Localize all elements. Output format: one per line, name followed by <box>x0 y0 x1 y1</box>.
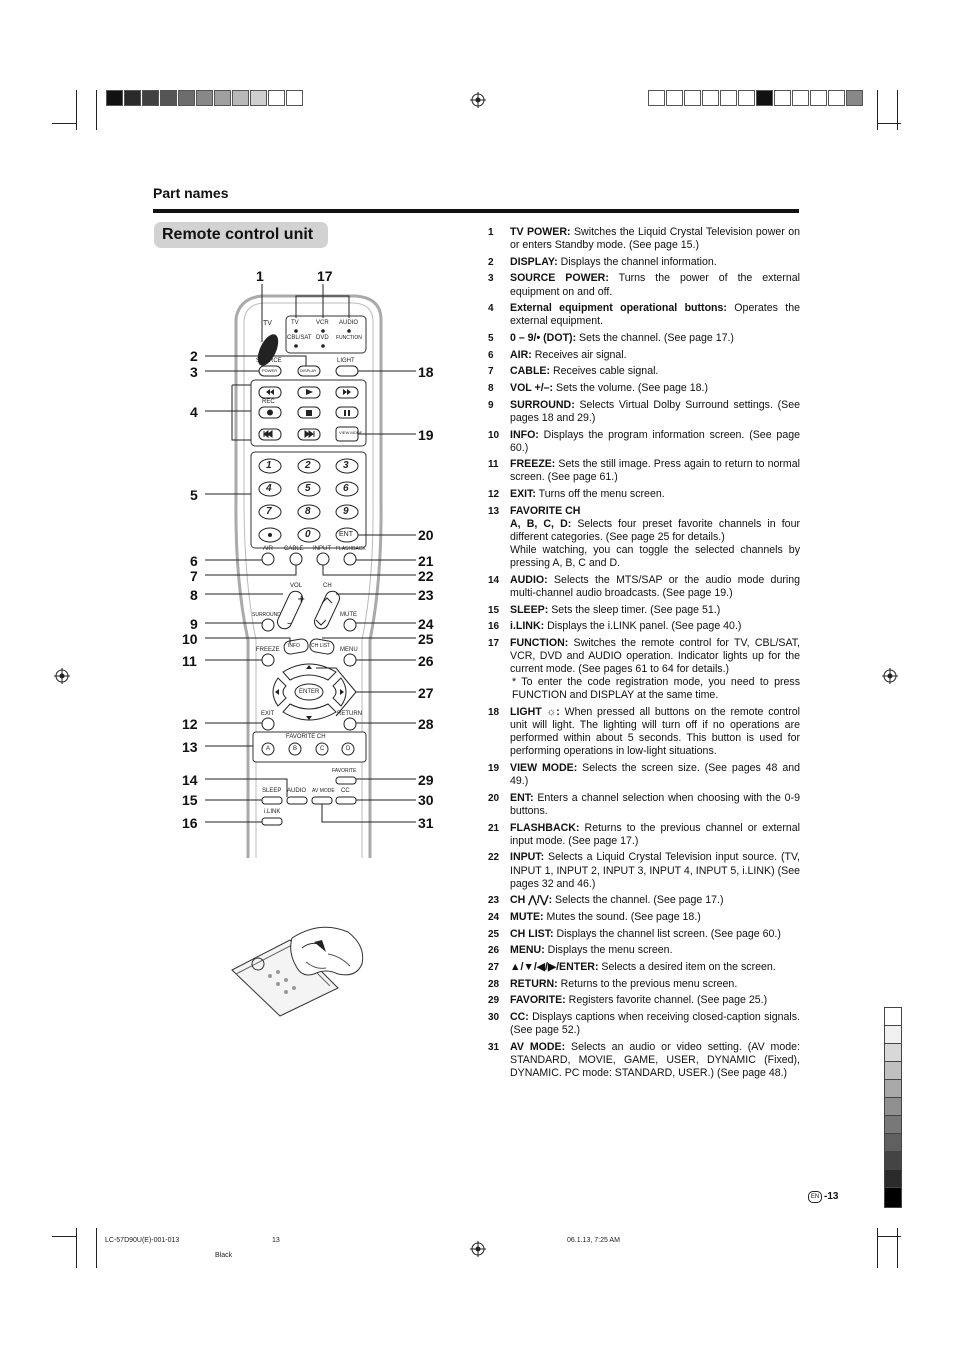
item-text: Operates the external equipment. <box>510 302 800 328</box>
svg-text:+: + <box>297 594 306 605</box>
item-number: 2 <box>488 256 494 268</box>
remote-label: B <box>293 746 298 752</box>
remote-label: REC <box>262 399 275 405</box>
list-item <box>488 365 800 378</box>
item-number: 30 <box>488 1012 500 1024</box>
remote-label: RETURN <box>337 711 362 717</box>
item-label: INPUT: <box>510 851 545 864</box>
item-text: Selects Virtual Dolby Surround settings. (See pages 18 and 29.) <box>510 398 800 424</box>
item-number: 22 <box>488 852 500 864</box>
item-description <box>510 574 800 600</box>
item-subline <box>510 544 800 570</box>
list-item <box>488 928 800 941</box>
item-description <box>510 792 800 818</box>
item-number: 27 <box>488 962 500 974</box>
callout-number: 13 <box>182 739 198 755</box>
item-label: FLASHBACK: <box>510 821 580 834</box>
remote-label: CBL/SAT <box>287 335 312 341</box>
remote-label: LIGHT <box>337 358 355 364</box>
item-text: Selects the screen size. (See pages 48 and 49.) <box>510 762 801 788</box>
callout-number: 4 <box>190 404 198 420</box>
item-text: Selects a Liquid Crystal Television input source. (TV, INPUT 1, INPUT 2, INPUT 3, INPUT 4, INPUT 5, i.LINK) (See pages 32 and 46.) <box>510 851 800 890</box>
item-description <box>510 365 800 378</box>
list-item <box>488 961 800 974</box>
item-number: 6 <box>488 349 494 361</box>
remote-label: VCR <box>316 320 329 326</box>
item-label: FAVORITE CH <box>510 504 581 517</box>
remote-label: 5 <box>305 483 311 494</box>
item-number: 9 <box>488 399 494 411</box>
item-text: Switches the Liquid Crystal Television power on or enters Standby mode. (See page 15.) <box>510 226 801 252</box>
list-item <box>488 332 800 345</box>
item-subtext: While watching, you can toggle the selected channels by pressing A, B, C and D. <box>510 544 800 570</box>
registration-mark-icon <box>54 668 70 684</box>
item-description <box>510 620 800 633</box>
item-text: Selects the MTS/SAP or the audio mode during multi-channel audio broadcasts. (See page 19.) <box>510 573 800 599</box>
item-number: 20 <box>488 792 500 804</box>
item-number: 17 <box>488 638 500 650</box>
callout-number: 22 <box>418 568 434 584</box>
callout-number: 12 <box>182 716 198 732</box>
item-label: MUTE: <box>510 910 544 923</box>
callout-number: 1 <box>256 268 264 284</box>
callout-number: 3 <box>190 364 198 380</box>
list-item <box>488 574 800 600</box>
list-item <box>488 637 800 702</box>
item-number: 28 <box>488 978 500 990</box>
remote-label: FREEZE <box>256 647 280 653</box>
item-description <box>510 637 800 702</box>
item-label: SOURCE POWER: <box>510 272 609 285</box>
svg-text:–: – <box>287 618 292 629</box>
item-description <box>510 822 800 848</box>
list-item <box>488 1011 800 1037</box>
remote-label: CABLE <box>284 546 304 552</box>
remote-label: SURROUND <box>252 612 281 618</box>
item-label: EXIT: <box>510 488 536 501</box>
item-description <box>510 978 800 991</box>
item-text: Enters a channel selection when choosing with the 0-9 buttons. <box>510 791 800 817</box>
item-description <box>510 349 800 362</box>
item-subline <box>510 518 800 544</box>
item-number: 21 <box>488 822 500 834</box>
section-title: Part names <box>153 185 229 201</box>
remote-label: TV <box>291 320 299 326</box>
remote-label: DISPLAY <box>300 368 317 373</box>
registration-mark-icon <box>882 668 898 684</box>
list-item <box>488 272 800 298</box>
item-text: Sets the channel. (See page 17.) <box>576 332 734 345</box>
remote-label: VOL <box>290 583 303 589</box>
item-description <box>510 961 800 974</box>
item-text: Returns to the previous menu screen. <box>557 977 738 990</box>
remote-label: 3 <box>343 460 349 471</box>
list-item <box>488 226 800 252</box>
item-text: Turns off the menu screen. <box>535 488 665 501</box>
item-description <box>510 1011 800 1037</box>
remote-label: i.LINK <box>264 809 281 815</box>
remote-label: AUDIO <box>287 788 307 794</box>
item-number: 29 <box>488 995 500 1007</box>
item-number: 25 <box>488 928 500 940</box>
item-number: 23 <box>488 895 500 907</box>
remote-label: FAVORITE <box>332 768 357 774</box>
item-text: Selects the channel. (See page 17.) <box>552 894 724 907</box>
item-label: FUNCTION: <box>510 637 569 650</box>
remote-label: SLEEP <box>262 788 282 794</box>
item-label: INFO: <box>510 428 539 441</box>
list-item <box>488 349 800 362</box>
remote-control-illustration <box>150 260 450 860</box>
item-number: 4 <box>488 303 494 315</box>
item-description <box>510 894 800 907</box>
list-item <box>488 429 800 455</box>
item-description <box>510 399 800 425</box>
remote-label: A <box>266 746 271 752</box>
callout-number: 31 <box>418 815 434 831</box>
item-label: LIGHT ☼: <box>510 706 560 719</box>
item-label: AIR: <box>510 348 532 361</box>
footer-sheet: 13 <box>272 1237 280 1244</box>
item-label: SURROUND: <box>510 398 575 411</box>
list-item <box>488 978 800 991</box>
callout-number: 11 <box>182 653 197 669</box>
item-text: Returns to the previous channel or external input mode. (See page 17.) <box>510 821 800 847</box>
item-text: Displays the i.LINK panel. (See page 40.) <box>544 620 742 633</box>
item-number: 11 <box>488 459 499 471</box>
item-label: AUDIO: <box>510 573 548 586</box>
remote-label: CH LIST <box>311 643 331 649</box>
item-text: Registers favorite channel. (See page 25.) <box>565 994 768 1007</box>
remote-label: C <box>320 746 325 752</box>
list-item <box>488 256 800 269</box>
header-rule <box>153 209 799 213</box>
remote-label: ENT <box>339 531 353 538</box>
callout-number: 24 <box>418 616 434 632</box>
item-sublabel: A, B, C, D: <box>510 517 572 530</box>
callout-number: 23 <box>418 587 434 603</box>
list-item <box>488 994 800 1007</box>
item-label: FREEZE: <box>510 458 556 471</box>
item-number: 7 <box>488 366 494 378</box>
item-label: ▲/▼/◀/▶/ENTER: <box>510 961 599 974</box>
callout-number: 5 <box>190 487 198 503</box>
remote-label: SOURCE <box>256 358 282 364</box>
language-badge: EN <box>808 1191 822 1203</box>
item-description <box>510 458 800 484</box>
remote-label: MUTE <box>340 612 357 618</box>
item-description <box>510 994 800 1007</box>
item-description <box>510 706 800 758</box>
remote-label: 7 <box>266 506 272 517</box>
item-description <box>510 272 800 298</box>
remote-label: FUNCTION <box>336 335 362 341</box>
item-description <box>510 488 800 501</box>
remote-label: 8 <box>305 506 311 517</box>
remote-label: 6 <box>343 483 349 494</box>
remote-label: POWER <box>262 368 278 373</box>
item-number: 16 <box>488 621 500 633</box>
item-label: FAVORITE: <box>510 994 566 1007</box>
callout-number: 10 <box>182 631 198 647</box>
item-number: 18 <box>488 707 500 719</box>
item-number: 1 <box>488 227 494 238</box>
item-number: 31 <box>488 1041 500 1053</box>
remote-label: FLASHBACK <box>336 546 366 552</box>
list-item <box>488 488 800 501</box>
callout-number: 6 <box>190 553 198 569</box>
remote-label: CH <box>323 583 332 589</box>
item-text: Displays the channel list screen. (See page 60.) <box>553 927 781 940</box>
page-title: Remote control unit <box>154 222 328 248</box>
item-description <box>510 851 800 890</box>
callout-number: 20 <box>418 527 434 543</box>
remote-label: 1 <box>266 460 272 471</box>
item-text: Turns the power of the external equipment on and off. <box>510 272 800 298</box>
item-number: 14 <box>488 574 500 586</box>
item-number: 8 <box>488 383 494 395</box>
item-label: ENT: <box>510 791 534 804</box>
item-label: TV POWER: <box>510 226 571 238</box>
item-description <box>510 332 800 345</box>
remote-label: AV MODE <box>312 788 335 794</box>
item-description <box>510 382 800 395</box>
item-label: CC: <box>510 1011 529 1024</box>
item-text: Displays the program information screen. (See page 60.) <box>510 428 800 454</box>
list-item <box>488 894 800 907</box>
item-label: VOL +/–: <box>510 382 554 395</box>
registration-mark-icon <box>470 1241 486 1257</box>
callout-number: 7 <box>190 568 198 584</box>
item-text: Receives air signal. <box>531 348 627 361</box>
callout-number: 29 <box>418 772 434 788</box>
item-text: Switches the remote control for TV, CBL/SAT, VCR, DVD and AUDIO operation. Indicator lights up for the current mode. (See pages 61 to 64 for details.) <box>510 637 800 676</box>
list-item <box>488 458 800 484</box>
callout-number: 9 <box>190 616 198 632</box>
item-label: i.LINK: <box>510 620 545 633</box>
item-number: 15 <box>488 604 500 616</box>
item-text: When pressed all buttons on the remote control unit will light. The lighting will turn off if no operations are performed within about 5 seconds. This button is used for performing operations in low-light situations. <box>510 706 800 758</box>
item-description <box>510 256 800 269</box>
callout-number: 26 <box>418 653 434 669</box>
footer-model: LC-57D90U(E)-001-013 <box>105 1237 180 1244</box>
item-number: 19 <box>488 763 500 775</box>
remote-label: DVD <box>316 335 329 341</box>
item-number: 26 <box>488 945 500 957</box>
item-description <box>510 302 800 328</box>
list-item <box>488 822 800 848</box>
page-number: -13 <box>824 1191 839 1202</box>
item-label: 0 – 9/• (DOT): <box>510 332 577 345</box>
item-description <box>510 928 800 941</box>
remote-label: INFO <box>288 643 300 649</box>
list-item <box>488 792 800 818</box>
item-note: * To enter the code registration mode, you need to press FUNCTION and DISPLAY at the same time. <box>512 676 800 702</box>
remote-label: INPUT <box>313 546 331 552</box>
remote-label: FAVORITE CH <box>286 734 326 740</box>
remote-label: 0 <box>305 529 311 540</box>
item-label: VIEW MODE: <box>510 762 578 775</box>
list-item <box>488 944 800 957</box>
footer-color: Black <box>215 1252 233 1259</box>
item-label: CABLE: <box>510 365 551 378</box>
remote-label: 2 <box>305 460 311 471</box>
item-description <box>510 429 800 455</box>
item-label: CH LIST: <box>510 927 554 940</box>
item-text: Displays captions when receiving closed-caption signals. (See page 52.) <box>510 1011 800 1037</box>
item-label: CH ⋀/⋁: <box>510 894 553 907</box>
list-item <box>488 911 800 924</box>
remote-label: D <box>346 746 351 752</box>
list-item <box>488 1041 800 1080</box>
remote-label: TV <box>263 320 272 327</box>
item-number: 13 <box>488 505 500 517</box>
remote-label: AIR <box>263 546 274 552</box>
callout-number: 8 <box>190 587 198 603</box>
item-description <box>510 604 800 617</box>
item-label: MENU: <box>510 944 545 957</box>
callout-number: 21 <box>418 553 434 569</box>
item-number: 12 <box>488 489 500 501</box>
item-description <box>510 911 800 924</box>
list-item <box>488 505 800 570</box>
item-description <box>510 226 800 252</box>
item-description <box>510 762 800 788</box>
list-item <box>488 620 800 633</box>
remote-label: ENTER <box>299 689 320 695</box>
callout-number: 14 <box>182 772 198 788</box>
remote-label: CC <box>341 788 350 794</box>
remote-label: 4 <box>266 483 272 494</box>
item-label: SLEEP: <box>510 603 549 616</box>
callout-number: 28 <box>418 716 434 732</box>
list-item <box>488 706 800 758</box>
callout-number: 17 <box>317 268 333 284</box>
item-text: Displays the menu screen. <box>544 944 673 957</box>
callout-number: 15 <box>182 792 198 808</box>
item-label: DISPLAY: <box>510 255 558 268</box>
item-text: Receives cable signal. <box>550 365 659 378</box>
item-description <box>510 1041 800 1080</box>
item-description <box>510 505 800 570</box>
callout-number: 18 <box>418 364 434 380</box>
list-item <box>488 382 800 395</box>
remote-label: AUDIO <box>339 320 359 326</box>
item-text: Sets the sleep timer. (See page 51.) <box>548 603 721 616</box>
callout-number: 30 <box>418 792 434 808</box>
item-label: AV MODE: <box>510 1040 566 1053</box>
battery-cover-illustration <box>230 918 370 1018</box>
list-item <box>488 851 800 890</box>
item-number: 5 <box>488 333 494 345</box>
item-label: External equipment operational buttons: <box>510 302 727 315</box>
item-description <box>510 944 800 957</box>
registration-mark-icon <box>470 92 486 108</box>
callout-number: 27 <box>418 685 434 701</box>
item-number: 24 <box>488 911 500 923</box>
item-text: Selects a desired item on the screen. <box>598 961 776 974</box>
callout-number: 19 <box>418 427 434 443</box>
remote-label: VIEW MODE <box>339 430 363 435</box>
item-number: 3 <box>488 273 494 285</box>
remote-label: EXIT <box>261 711 275 717</box>
item-number: 10 <box>488 429 500 441</box>
item-label: RETURN: <box>510 977 558 990</box>
item-text: Selects an audio or video setting. (AV mode: STANDARD, MOVIE, GAME, USER, DYNAMIC (Fixed), DYNAMIC. PC mode: STANDARD, USER.) (See page 48.) <box>510 1040 800 1080</box>
callout-number: 16 <box>182 815 198 831</box>
list-item <box>488 604 800 617</box>
part-description-list <box>488 226 800 1084</box>
list-item <box>488 762 800 788</box>
remote-label: 9 <box>343 506 349 517</box>
footer-date: 06.1.13, 7:25 AM <box>567 1237 620 1244</box>
item-text: Displays the channel information. <box>557 255 717 268</box>
list-item <box>488 302 800 328</box>
item-text: Sets the still image. Press again to return to normal screen. (See page 61.) <box>510 458 800 484</box>
list-item <box>488 399 800 425</box>
item-text: Sets the volume. (See page 18.) <box>553 382 708 395</box>
remote-label: MENU <box>340 647 358 653</box>
color-bar-left <box>106 90 304 106</box>
color-bar-right <box>648 90 864 106</box>
callout-number: 25 <box>418 631 434 647</box>
item-subtext: Selects four preset favorite channels in four different categories. (See page 25 for details.) <box>510 517 800 543</box>
item-text: Mutes the sound. (See page 18.) <box>543 910 701 923</box>
callout-number: 2 <box>190 348 198 364</box>
